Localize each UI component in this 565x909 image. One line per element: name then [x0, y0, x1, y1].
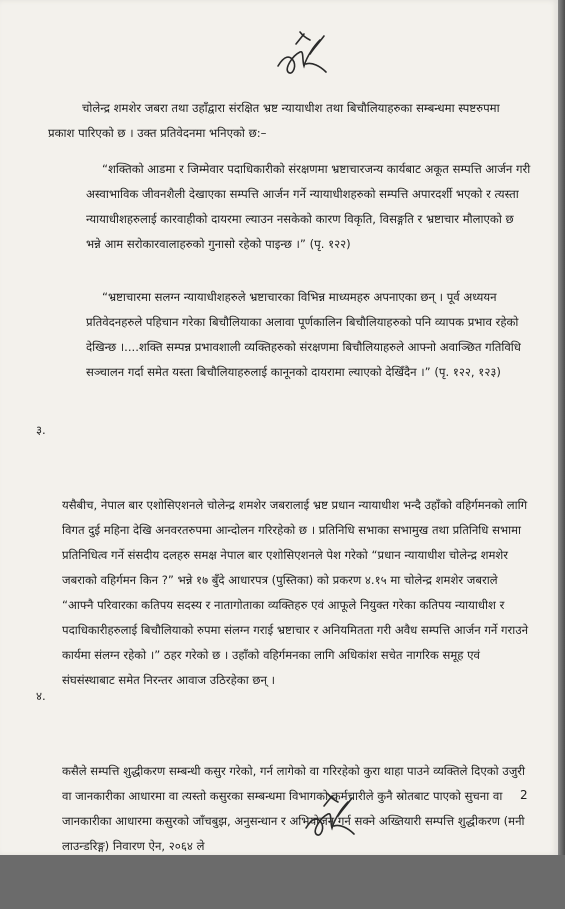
list-item-4 [36, 684, 530, 909]
signature-top [270, 26, 340, 84]
list-item-number: ४. [36, 689, 46, 703]
signature-bottom [300, 790, 370, 845]
quote-block-1: “शक्तिको आडमा र जिम्मेवार पदाधिकारीको संरक्षणमा भ्रष्टाचारजन्य कार्यबाट अकूत सम्पत्ति आर्जन गरी अस्वाभाविक जीवनशैली देखाएका सम्पत्ति आर्जन गर्ने न्यायाधीशहरुको सम्पत्ति अपारदर्शी भएको र त्यस्ता न्यायाधीशहरुलाई कारवाहीको दायरमा ल्याउन नसकेको कारण विकृति, विसङ्गति र भ्रष्टाचार मौलाएको छ भन्ने आम सरोकारवालाहरुको गुनासो रहेको पाइन्छ ।” (पृ. १२२) [86, 162, 534, 251]
intro-paragraph: चोलेन्द्र शमशेर जबरा तथा उहाँद्वारा संरक्षित भ्रष्ट न्यायाधीश तथा बिचौलियाहरुका सम्बन्धमा स्पष्टरुपमा प्रकाश पारिएको छ । उक्त प्रतिवेदनमा भनिएको छ:– [48, 101, 504, 140]
page-number: 2 [520, 788, 528, 802]
page-edge-shadow [558, 0, 565, 855]
list-item-text: कसैले सम्पत्ति शुद्धीकरण सम्बन्धी कसुर गरेको, गर्न लागेको वा गरिरहेको कुरा थाहा पाउने व्यक्तिले दिएको उजुरी वा जानकारीका आधारमा वा त्यस्तो कसुरका सम्बन्धमा विभागको कर्मचारीले कुनै स्रोतबाट पाएको सुचना वा जानकारीका आधारमा कसुरको जाँचबुझ, अनुसन्धान र अभियोजन गर्न सक्ने अख्तियारी सम्पत्ति शुद्धीकरण (मनी लाउन्डरिङ्ग) निवारण ऐन, २०६४ ले [62, 764, 529, 853]
quote-block-2: “भ्रष्टाचारमा सलग्न न्यायाधीशहरुले भ्रष्टाचारका विभिन्न माध्यमहरु अपनाएका छन् । पूर्व अध्ययन प्रतिवेदनहरुले पहिचान गरेका बिचौलियाका अलावा पूर्णकालिन बिचौलियाहरुको पनि व्यापक प्रभाव रहेको देखिन्छ ।....शक्ति सम्पन्न प्रभावशाली व्यक्तिहरुको संरक्षणमा बिचौलियाहरुले आफ्नो अवाञ्छित गतिविधि सञ्चालन गर्दा समेत यस्ता बिचौलियाहरुलाई कानूनको दायरामा ल्याएको देखिँदैन ।” (पृ. १२२, १२३) [86, 290, 525, 379]
list-item-number: ३. [36, 423, 46, 437]
list-item-text: यसैबीच, नेपाल बार एशोसिएशनले चोलेन्द्र शमशेर जबरालाई भ्रष्ट प्रधान न्यायाधीश भन्दै उहाँको वहिर्गमनको लागि विगत दुई महिना देखि अनवरतरुपमा आन्दोलन गरिरहेको छ । प्रतिनिधि सभाका सभामुख तथा प्रतिनिधि सभामा प्रतिनिधित्व गर्ने संसदीय दलहरु समक्ष नेपाल बार एशोसिएशनले पेश गरेको “प्रधान न्यायाधीश चोलेन्द्र शमशेर जबराको वहिर्गमन किन ?” भन्ने १७ बुँदे आधारपत्र (पुस्तिका) को प्रकरण ४.१५ मा चोलेन्द्र शमशेर जबराले “आफ्नै परिवारका कतिपय सदस्य र नातागोताका व्यक्तिहरु एवं आफूले नियुक्त गरेका कतिपय न्यायाधीश र पदाधिकारीहरुलाई बिचौलियाको रुपमा संलग्न गराई भ्रष्टाचार र अनियमितता गरी अवैध सम्पत्ति आर्जन गर्ने गराउने कार्यमा संलग्न रहेको ।” ठहर गरेको छ । उहाँको वहिर्गमनका लागि अधिकांश सचेत नागरिक समूह एवं संघसंस्थाबाट समेत निरन्तर आवाज उठिरहेका छन् । [62, 498, 532, 687]
